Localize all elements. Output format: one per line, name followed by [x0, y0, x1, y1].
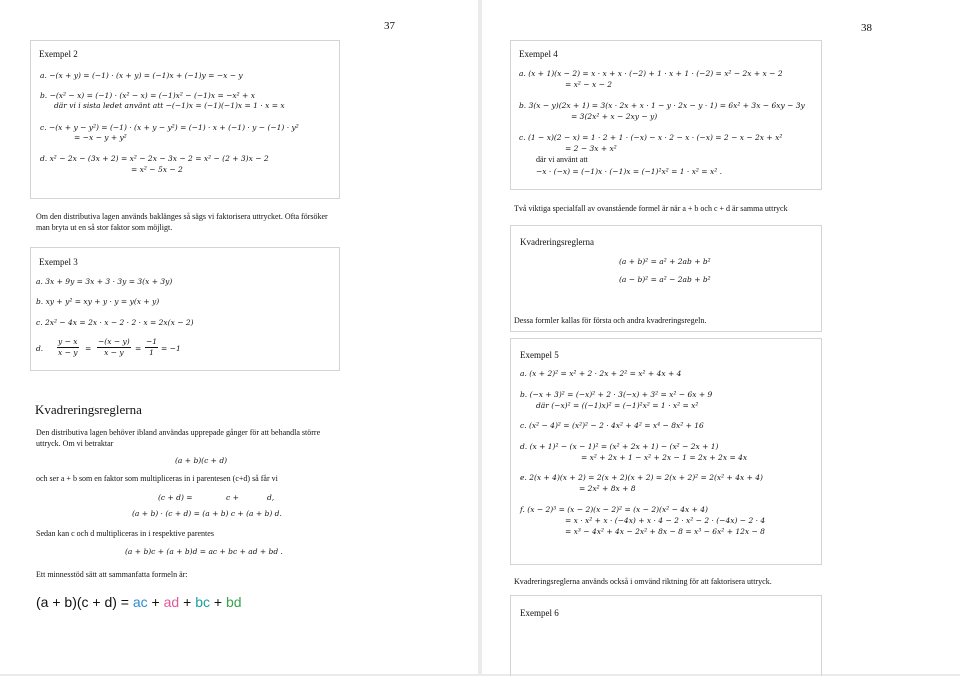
example-title: Exempel 6	[520, 608, 559, 618]
example-5-box	[510, 338, 822, 565]
formula: c +	[226, 493, 239, 502]
math-line: = x³ − 4x² + 4x − 2x² + 8x − 8 = x³ − 6x² + 12x − 8	[565, 527, 765, 536]
example-title: Exempel 4	[519, 49, 558, 59]
example-title: Exempel 3	[39, 257, 78, 267]
formula: (a + b)² = a² + 2ab + b²	[619, 257, 711, 266]
example-6-box	[510, 595, 822, 676]
paragraph-line: Ett minnesstöd sätt att sammanfatta formeln är:	[36, 570, 188, 579]
example-title: Exempel 5	[520, 350, 559, 360]
kvadreringsreglerna-box	[510, 225, 822, 332]
example-3-box	[30, 247, 340, 371]
math-line: b. (−x + 3)² = (−x)² + 2 · 3(−x) + 3² = x² − 6x + 9	[520, 390, 713, 399]
fraction: $\frac{-1}{1}$	[146, 337, 158, 357]
math-line: = x · x² + x · (−4x) + x · 4 − 2 · x² − 2 · (−4x) − 2 · 4	[565, 516, 766, 525]
math-line: där (−x)² = ((−1)x)² = (−1)²x² = 1 · x² = x²	[536, 401, 699, 410]
math-line: b. 3(x − y)(2x + 1) = 3(x · 2x + x · 1 − y · 2x − y · 1) = 6x² + 3x − 6xy − 3y	[519, 101, 805, 110]
math-line: b. −(x² − x) = (−1) · (x² − x) = (−1)x² − (−1)x = −x² + x	[40, 91, 255, 100]
paragraph-line: Om den distributiva lagen används baklänges så sägs vi faktorisera uttrycket. Ofta försöker	[36, 212, 328, 221]
math-line: = x² − 5x − 2	[131, 165, 183, 174]
formula: (a + b)(c + d)	[175, 456, 228, 465]
math-line: = 3(2x² + x − 2xy − y)	[571, 112, 658, 121]
math-line: = 2 − 3x + x²	[565, 144, 617, 153]
math-line: a. (x + 2)² = x² + 2 · 2x + 2² = x² + 4x + 4	[520, 369, 682, 378]
math-line: d. (x + 1)² − (x − 1)² = (x² + 2x + 1) − (x² − 2x + 1)	[520, 442, 719, 451]
math-line: c. (1 − x)(2 − x) = 1 · 2 + 1 · (−x) − x · 2 − x · (−x) = 2 − x − 2x + x²	[519, 133, 783, 142]
paragraph-line: Den distributiva lagen behöver ibland användas upprepade gånger för att behandla större	[36, 428, 321, 437]
example-4-box	[510, 40, 822, 190]
example-title: Exempel 2	[39, 49, 78, 59]
math-label: d.	[36, 344, 44, 353]
math-line: = 2x² + 8x + 8	[579, 484, 636, 493]
math-line: = −1	[161, 344, 181, 353]
math-line: b. xy + y² = xy + y · y = y(x + y)	[36, 297, 160, 306]
paragraph-line: Kvadreringsreglerna används också i omvänd riktning för att faktorisera uttryck.	[514, 577, 772, 586]
mnemonic-formula: (a + b)(c + d) = ac + ad + bc + bd	[36, 594, 242, 610]
math-line: = −x − y + y²	[74, 133, 127, 142]
page-left	[0, 0, 478, 674]
paragraph-line: Två viktiga specialfall av ovanstående formel är när a + b och c + d är samma uttryck	[514, 204, 788, 213]
math-line: = x² + 2x + 1 − x² + 2x − 1 = 2x + 2x = 4x	[581, 453, 748, 462]
paragraph-line: och ser a + b som en faktor som multipliceras in i parentesen (c+d) så får vi	[36, 474, 278, 483]
fraction: $\frac{y - x}{x - y}$	[58, 337, 78, 357]
page-number: 38	[861, 22, 872, 34]
equals-sign: =	[135, 344, 142, 353]
math-line: a. (x + 1)(x − 2) = x · x + x · (−2) + 1 · x + 1 · (−2) = x² − 2x + x − 2	[519, 69, 783, 78]
formula: (c + d) =	[158, 493, 193, 502]
page-right	[482, 0, 960, 674]
math-line: −x · (−x) = (−1)x · (−1)x = (−1)²x² = 1 · x² = x² .	[536, 167, 722, 176]
paragraph-line: man bryta ut en så stor faktor som möjligt.	[36, 223, 173, 232]
formula: (a − b)² = a² − 2ab + b²	[619, 275, 711, 284]
math-line: = x² − x − 2	[565, 80, 613, 89]
formula: d,	[267, 493, 275, 502]
fraction: $\frac{-(x - y)}{x - y}$	[98, 337, 130, 357]
paragraph-line: uttryck. Om vi betraktar	[36, 439, 114, 448]
formula: (a + b) · (c + d) = (a + b) c + (a + b) d.	[132, 509, 282, 518]
paragraph-line: Dessa formler kallas för första och andra kvadreringsregeln.	[514, 316, 707, 325]
formula: (a + b)c + (a + b)d = ac + bc + ad + bd .	[125, 547, 283, 556]
section-heading: Kvadreringsreglerna	[35, 402, 142, 417]
math-line: c. (x² − 4)² = (x²)² − 2 · 4x² + 4² = x⁴ − 8x² + 16	[520, 421, 704, 430]
math-line: e. 2(x + 4)(x + 2) = 2(x + 2)(x + 2) = 2(x + 2)² = 2(x² + 4x + 4)	[520, 473, 763, 482]
equals-sign: =	[85, 344, 92, 353]
math-line: c. −(x + y − y²) = (−1) · (x + y − y²) = (−1) · x + (−1) · y − (−1) · y²	[40, 123, 299, 132]
math-line: c. 2x² − 4x = 2x · x − 2 · 2 · x = 2x(x − 2)	[36, 318, 194, 327]
page-number: 37	[384, 20, 395, 32]
math-line: a. −(x + y) = (−1) · (x + y) = (−1)x + (−1)y = −x − y	[40, 71, 243, 80]
paragraph-line: där vi använt att	[536, 155, 588, 164]
paragraph-line: Sedan kan c och d multipliceras in i respektive parentes	[36, 529, 214, 538]
example-2-box	[30, 40, 340, 199]
box-title: Kvadreringsreglerna	[520, 237, 594, 247]
math-line: d. x² − 2x − (3x + 2) = x² − 2x − 3x − 2 = x² − (2 + 3)x − 2	[40, 154, 269, 163]
math-line: a. 3x + 9y = 3x + 3 · 3y = 3(x + 3y)	[36, 277, 173, 286]
math-line: där vi i sista ledet använt att −(−1)x = (−1)(−1)x = 1 · x = x	[54, 101, 285, 110]
math-line: f. (x − 2)³ = (x − 2)(x − 2)² = (x − 2)(x² − 4x + 4)	[520, 505, 708, 514]
